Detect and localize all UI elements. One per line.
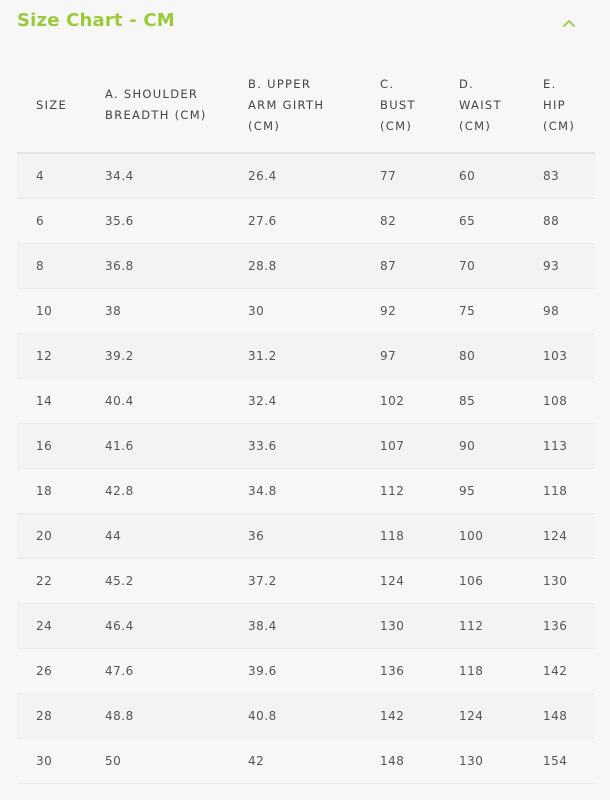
bust-cell: 77 [380,153,459,199]
column-header-line: (CM) [380,118,413,133]
shoulder-breadth-cell: 45.2 [105,559,248,604]
header-row [17,58,595,153]
bust-cell: 118 [380,514,459,559]
table-row [17,334,595,379]
size-cell: 4 [17,153,105,199]
shoulder-breadth-cell: 36.8 [105,244,248,289]
waist-cell: 95 [459,469,543,514]
size-cell: 12 [17,334,105,379]
column-header-line: ARM GIRTH [248,97,325,112]
bust-cell: 136 [380,649,459,694]
shoulder-breadth-cell: 47.6 [105,649,248,694]
size-cell: 6 [17,199,105,244]
size-cell: 30 [17,739,105,784]
hip-cell: 130 [543,559,595,604]
shoulder-breadth-cell: 44 [105,514,248,559]
hip-cell: 113 [543,424,595,469]
upper-arm-girth-cell: 31.2 [248,334,380,379]
table-row [17,739,595,784]
size-chart-title: Size Chart - CM [17,10,175,31]
column-header-line: C. [380,76,395,91]
size-chart-table [17,58,595,784]
upper-arm-girth-cell: 38.4 [248,604,380,649]
bust-cell: 97 [380,334,459,379]
hip-cell: 118 [543,469,595,514]
waist-cell: 85 [459,379,543,424]
waist-cell: 106 [459,559,543,604]
size-cell: 10 [17,289,105,334]
size-cell: 24 [17,604,105,649]
bust-cell: 102 [380,379,459,424]
table-row [17,559,595,604]
bust-cell: 124 [380,559,459,604]
waist-cell: 65 [459,199,543,244]
column-header-line: (CM) [543,118,576,133]
column-header-size [17,58,105,153]
table-row [17,424,595,469]
table-row [17,514,595,559]
shoulder-breadth-cell: 48.8 [105,694,248,739]
table-row [17,289,595,334]
shoulder-breadth-cell: 50 [105,739,248,784]
column-header-waist [459,58,543,153]
bust-cell: 112 [380,469,459,514]
bust-cell: 107 [380,424,459,469]
column-header-line: (CM) [248,118,281,133]
bust-cell: 142 [380,694,459,739]
size-cell: 22 [17,559,105,604]
waist-cell: 118 [459,649,543,694]
upper-arm-girth-cell: 40.8 [248,694,380,739]
column-header-shoulder-breadth [105,58,248,153]
hip-cell: 154 [543,739,595,784]
waist-cell: 75 [459,289,543,334]
shoulder-breadth-cell: 42.8 [105,469,248,514]
waist-cell: 130 [459,739,543,784]
table-header [17,58,595,153]
table-row [17,153,595,199]
hip-cell: 148 [543,694,595,739]
column-header-upper-arm-girth [248,58,380,153]
column-header-line: SIZE [36,97,68,112]
hip-cell: 88 [543,199,595,244]
shoulder-breadth-cell: 38 [105,289,248,334]
table-body [17,153,595,784]
hip-cell: 108 [543,379,595,424]
hip-cell: 136 [543,604,595,649]
upper-arm-girth-cell: 30 [248,289,380,334]
column-header-line: BUST [380,97,416,112]
hip-cell: 93 [543,244,595,289]
hip-cell: 98 [543,289,595,334]
waist-cell: 70 [459,244,543,289]
table-row [17,694,595,739]
table-row [17,649,595,694]
column-header-line: HIP [543,97,566,112]
shoulder-breadth-cell: 39.2 [105,334,248,379]
shoulder-breadth-cell: 41.6 [105,424,248,469]
waist-cell: 90 [459,424,543,469]
hip-cell: 142 [543,649,595,694]
upper-arm-girth-cell: 27.6 [248,199,380,244]
upper-arm-girth-cell: 42 [248,739,380,784]
bust-cell: 87 [380,244,459,289]
size-cell: 28 [17,694,105,739]
bust-cell: 92 [380,289,459,334]
waist-cell: 60 [459,153,543,199]
size-cell: 20 [17,514,105,559]
chevron-up-icon[interactable] [561,16,577,30]
column-header-line: E. [543,76,557,91]
upper-arm-girth-cell: 39.6 [248,649,380,694]
table-row [17,469,595,514]
hip-cell: 103 [543,334,595,379]
table-row [17,244,595,289]
upper-arm-girth-cell: 36 [248,514,380,559]
size-chart-table-wrapper [17,58,595,784]
table-row [17,199,595,244]
column-header-bust [380,58,459,153]
table-row [17,379,595,424]
size-cell: 14 [17,379,105,424]
waist-cell: 112 [459,604,543,649]
size-cell: 18 [17,469,105,514]
shoulder-breadth-cell: 46.4 [105,604,248,649]
column-header-line: D. [459,76,475,91]
waist-cell: 100 [459,514,543,559]
shoulder-breadth-cell: 40.4 [105,379,248,424]
accordion-header[interactable] [0,0,610,46]
bust-cell: 130 [380,604,459,649]
size-cell: 26 [17,649,105,694]
waist-cell: 124 [459,694,543,739]
size-cell: 16 [17,424,105,469]
hip-cell: 83 [543,153,595,199]
upper-arm-girth-cell: 26.4 [248,153,380,199]
upper-arm-girth-cell: 34.8 [248,469,380,514]
upper-arm-girth-cell: 33.6 [248,424,380,469]
table-row [17,604,595,649]
upper-arm-girth-cell: 37.2 [248,559,380,604]
column-header-hip [543,58,595,153]
shoulder-breadth-cell: 34.4 [105,153,248,199]
size-cell: 8 [17,244,105,289]
shoulder-breadth-cell: 35.6 [105,199,248,244]
hip-cell: 124 [543,514,595,559]
bust-cell: 148 [380,739,459,784]
bust-cell: 82 [380,199,459,244]
upper-arm-girth-cell: 28.8 [248,244,380,289]
column-header-line: A. SHOULDER [105,87,199,101]
column-header-line: B. UPPER [248,76,312,91]
upper-arm-girth-cell: 32.4 [248,379,380,424]
waist-cell: 80 [459,334,543,379]
column-header-line: BREADTH (CM) [105,108,207,122]
column-header-line: WAIST [459,97,502,112]
column-header-line: (CM) [459,118,492,133]
